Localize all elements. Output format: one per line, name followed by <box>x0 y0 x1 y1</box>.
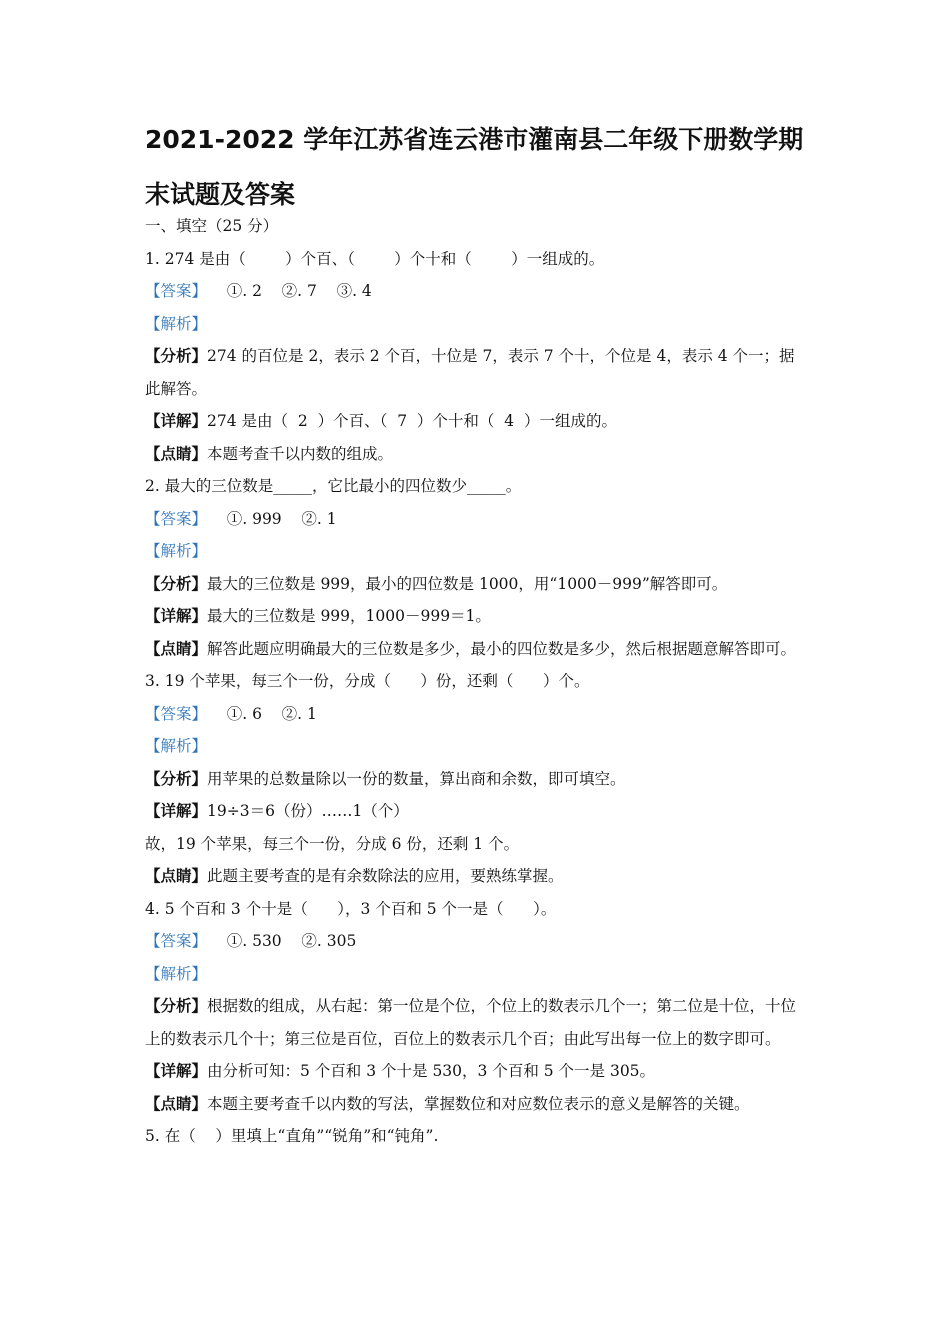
document-line <box>145 340 805 405</box>
line-text: ①. 6 ②. 1 <box>207 704 317 723</box>
line-text: 用苹果的总数量除以一份的数量，算出商和余数，即可填空。 <box>207 769 626 788</box>
document-line <box>145 698 805 731</box>
document-line <box>145 795 805 828</box>
document-line <box>145 730 805 763</box>
section-label: 【详解】 <box>145 801 208 820</box>
document-title: 2021-2022 学年江苏省连云港市灌南县二年级下册数学期末试题及答案 <box>145 125 804 209</box>
line-text: ①. 2 ②. 7 ③. 4 <box>207 282 372 300</box>
document-line <box>145 568 805 601</box>
section-tag: 【解析】 <box>145 964 208 983</box>
line-text: 本题主要考查千以内数的写法，掌握数位和对应数位表示的意义是解答的关键。 <box>207 1094 750 1113</box>
section-label: 【点睛】 <box>145 1093 208 1113</box>
document-line <box>145 925 805 958</box>
document-line <box>145 633 805 666</box>
section-label: 【分析】 <box>145 996 208 1015</box>
line-text: 解答此题应明确最大的三位数是多少，最小的四位数是多少，然后根据题意解答即可。 <box>207 639 797 658</box>
document-line <box>145 990 805 1055</box>
line-text: 4. 5 个百和 3 个十是（ ），3 个百和 5 个一是（ ）。 <box>145 899 557 918</box>
line-text: 19÷3＝6（份）……1（个） <box>207 802 409 820</box>
document-line <box>145 308 805 341</box>
line-text: 5. 在（ ）里填上“直角”“锐角”和“钝角”. <box>145 1127 439 1145</box>
line-text: ①. 530 ②. 305 <box>207 932 357 950</box>
line-text: ①. 999 ②. 1 <box>207 509 337 528</box>
section-tag: 【答案】 <box>145 704 208 723</box>
section-tag: 【答案】 <box>145 282 208 300</box>
document-line <box>145 243 805 276</box>
document-line <box>145 405 805 438</box>
line-text: 本题考查千以内数的组成。 <box>207 444 394 463</box>
document-line <box>145 470 805 503</box>
section-label: 【详解】 <box>145 411 208 430</box>
section-label: 【点睛】 <box>145 443 208 463</box>
section-label: 【点睛】 <box>145 638 208 658</box>
document-line <box>145 275 805 308</box>
section-tag: 【解析】 <box>145 737 208 755</box>
line-text: 最大的三位数是 999，最小的四位数是 1000，用“1000－999”解答即可。 <box>207 574 728 593</box>
section-tag: 【答案】 <box>145 509 208 528</box>
line-text: 最大的三位数是 999，1000－999＝1。 <box>207 607 491 625</box>
document-line <box>145 503 805 536</box>
section-label: 【分析】 <box>145 346 208 365</box>
document-line <box>145 1055 805 1088</box>
line-text: 根据数的组成，从右起：第一位是个位，个位上的数表示几个一；第二位是十位，十位上的数表示几个十；第三位是百位，百位上的数表示几个百；由此写出每一位上的数字即可。 <box>145 997 797 1048</box>
section-label: 【详解】 <box>145 1061 208 1080</box>
document-line <box>145 210 805 243</box>
line-text: 此题主要考查的是有余数除法的应用，要熟练掌握。 <box>207 867 564 885</box>
line-text: 故，19 个苹果，每三个一份，分成 6 份，还剩 1 个。 <box>145 834 520 853</box>
line-text: 1. 274 是由（ ）个百、（ ）个十和（ ）一组成的。 <box>145 249 605 268</box>
section-label: 【分析】 <box>145 768 208 788</box>
line-text: 2. 最大的三位数是_____，它比最小的四位数少_____。 <box>145 477 522 495</box>
section-label: 【分析】 <box>145 573 208 593</box>
section-tag: 【答案】 <box>145 932 208 950</box>
document-line <box>145 763 805 796</box>
document-line <box>145 893 805 926</box>
line-text: 274 的百位是 2，表示 2 个百，十位是 7，表示 7 个十，个位是 4，表示 4 个一；据此解答。 <box>145 347 795 398</box>
line-text: 由分析可知：5 个百和 3 个十是 530，3 个百和 5 个一是 305。 <box>207 1062 656 1080</box>
line-text: 3. 19 个苹果，每三个一份，分成（ ）份，还剩（ ）个。 <box>145 672 590 690</box>
document-line <box>145 1120 805 1153</box>
document-line <box>145 600 805 633</box>
document-line <box>145 665 805 698</box>
document-line <box>145 1088 805 1121</box>
document-line <box>145 958 805 991</box>
document-line <box>145 860 805 893</box>
line-text: 274 是由（ 2 ）个百、（ 7 ）个十和（ 4 ）一组成的。 <box>207 412 617 430</box>
document-line <box>145 535 805 568</box>
document-body <box>145 210 805 1153</box>
document-line <box>145 438 805 471</box>
line-text: 一、填空（25 分） <box>145 217 279 235</box>
section-tag: 【解析】 <box>145 314 208 333</box>
document-line <box>145 828 805 861</box>
section-label: 【点睛】 <box>145 866 208 885</box>
section-label: 【详解】 <box>145 606 208 625</box>
section-tag: 【解析】 <box>145 542 208 560</box>
